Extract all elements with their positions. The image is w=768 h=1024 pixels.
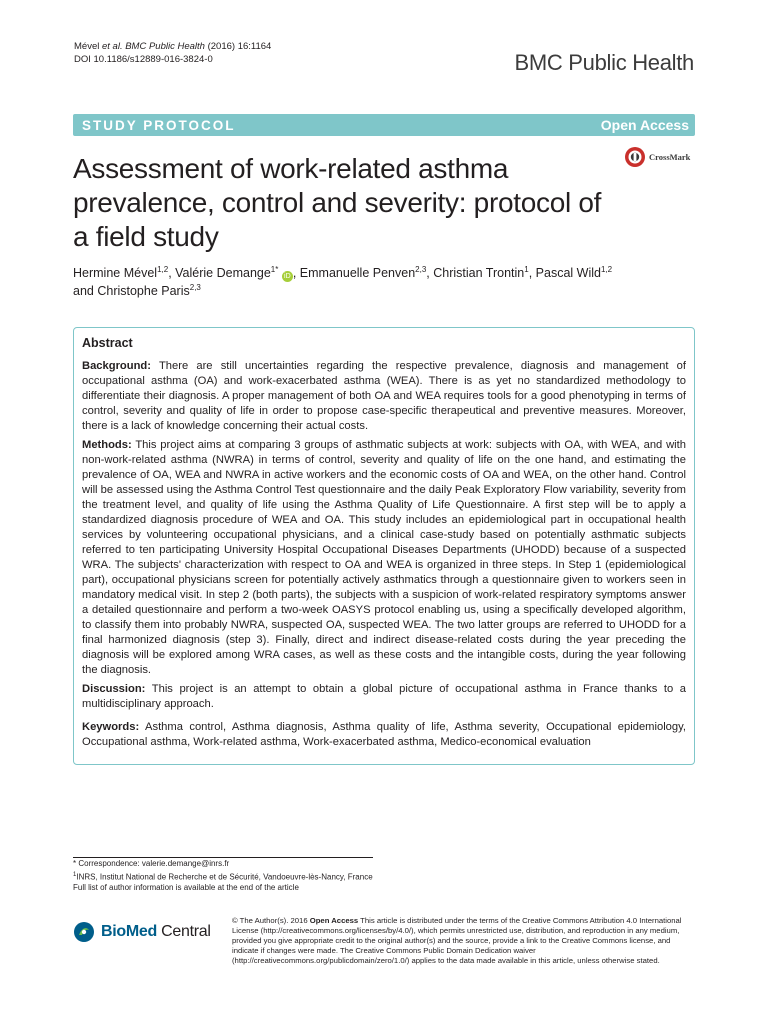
author-name: Christian Trontin [433, 266, 525, 280]
correspondence-note: * Correspondence: valerie.demange@inrs.fr [73, 859, 230, 868]
doi: DOI 10.1186/s12889-016-3824-0 [74, 54, 213, 65]
license-statement: © The Author(s). 2016 Open Access This article is distributed under the terms of the Creative Commons Attribution 4.0 International License (http://creativecommons.org/licenses/by/4.0/), which permits unrestricted use, distribution, and reproduction in any medium, provided you give appropriate credit to the original author(s) and the source, provide a link to the Creative Commons license, and indicate if changes were made. The Creative Commons Public Domain Dedication waiver (http://creativecommons.org/publicdomain/zero/1.0/) applies to the data made available in this article, unless otherwise stated. [232, 916, 682, 965]
author-name: Emmanuelle Penven [299, 266, 416, 280]
citation-authors: Mével [74, 41, 102, 52]
crossmark-label: CrossMark [649, 152, 691, 162]
citation-year: (2016) 16:1164 [204, 41, 272, 52]
open-access-label: Open Access [600, 117, 689, 133]
author-affiliation: 2,3 [189, 282, 201, 292]
affiliation-note: $^1$INRS, Institut National de Recherche et de Sécurité, Vandoeuvre-lès-Nancy, France [73, 871, 373, 882]
biomed-central-logo-icon [73, 921, 95, 943]
abstract-discussion: Discussion: This project is an attempt to obtain a global picture of occupational asthma in France thanks to a multidisciplinary approach. [82, 683, 686, 710]
footnote-divider [73, 857, 373, 858]
author-info-note: Full list of author information is available at the end of the article [73, 882, 299, 892]
orcid-icon[interactable]: iD [282, 271, 293, 282]
citation-block [74, 40, 271, 66]
journal-name: BMC Public Health [514, 50, 694, 75]
author-name: Valérie Demange [175, 266, 271, 280]
author-name: Hermine Mével [73, 266, 158, 280]
publisher-logo [73, 921, 211, 943]
author-affiliation: 2,3 [415, 264, 427, 274]
author-affiliation: 1* [270, 264, 279, 274]
footnotes [73, 859, 383, 893]
author-affiliation: 1 [524, 264, 529, 274]
abstract-keywords: Keywords: Asthma control, Asthma diagnosis, Asthma quality of life, Asthma severity, Occupational epidemiology, Occupational asthma, Work-related asthma, Work-exacerbated asthma, Medico-economical evaluation [82, 721, 686, 748]
abstract-heading: Abstract [82, 336, 133, 350]
author-name: Pascal Wild [535, 266, 601, 280]
crossmark-icon [624, 146, 646, 168]
citation-journal: et al. BMC Public Health [101, 41, 205, 52]
article-title: Assessment of work-related asthma prevalence, control and severity: protocol of a field study [73, 153, 602, 252]
abstract-box [73, 327, 695, 765]
author-list: Hermine Mével$^{1,2}$, Valérie Demange$^{1*}$ iD , Emmanuelle Penven$^{2,3}$, Christian Trontin$^1$, Pascal Wild$^{1,2}$ and Christophe Paris$^{2,3}$ [73, 264, 613, 298]
abstract-background: Background: There are still uncertainties regarding the respective prevalence, diagnosis and management of occupational asthma (OA) and work-exacerbated asthma (WEA). There is as yet no standardized methodology to differentiate their diagnosis. A proper management of both OA and WEA requires tools for a good phenotyping in terms of control, severity and quality of life in order to propose case-specific therapeutical and preventive measures. Moreover, there is a lack of knowledge concerning their actual costs. [82, 360, 686, 432]
publisher-name: BioMed Central [101, 923, 211, 940]
article-type-banner [73, 114, 695, 136]
author-affiliation: 1,2 [157, 264, 169, 274]
crossmark-badge[interactable] [624, 146, 690, 168]
author-affiliation: 1,2 [600, 264, 613, 274]
author-name: Christophe Paris [97, 284, 190, 298]
article-type-label: STUDY PROTOCOL [82, 117, 236, 133]
abstract-methods: Methods: This project aims at comparing 3 groups of asthmatic subjects at work: subjects with OA, with WEA, and with non-work-related asthma (NWRA) in terms of control, severity and quality of life on the one hand, and estimating the prevalence of OA, WEA and NWRA in active workers and the economic costs of OA and WEA, on the other hand. Control will be assessed using the Asthma Control Test questionnaire and the daily Peak Exploratory Flow variability, severity from the treatment level, and quality of life using the Asthma Quality of Life Questionnaire. A first step will be to apply a standardized diagnosis procedure of WEA and OA. This study includes an epidemiological part in occupational health services by volunteering occupational physicians, and a clinical case-study based on potentially asthmatic subjects referred to ten participating University Hospital Occupational Diseases Departments (UHODD) because of a suspected WRA. The subjects' characterization with respect to OA and WEA is organized in three steps. In Step 1 (epidemiological part), occupational physicians screen for potentially actively asthmatics through a questionnaire given to workers seen in mandatory medical visit. In step 2 (both parts), the subjects with a suspicion of work-related respiratory symptoms answer a detailed questionnaire and perform a two-week OASYS protocol enabling us, using a specifically developed algorithm, to classify them into probably NWRA, suspected OA, suspected WEA. The two latter groups are referred to UHODD for a final harmonized diagnosis (step 3). Finally, direct and indirect disease-related costs during the year preceding the diagnosis will be explored among WRA cases, as well as these costs and the intangible costs, during the year following the diagnosis. [82, 439, 686, 676]
citation-line [74, 40, 271, 53]
